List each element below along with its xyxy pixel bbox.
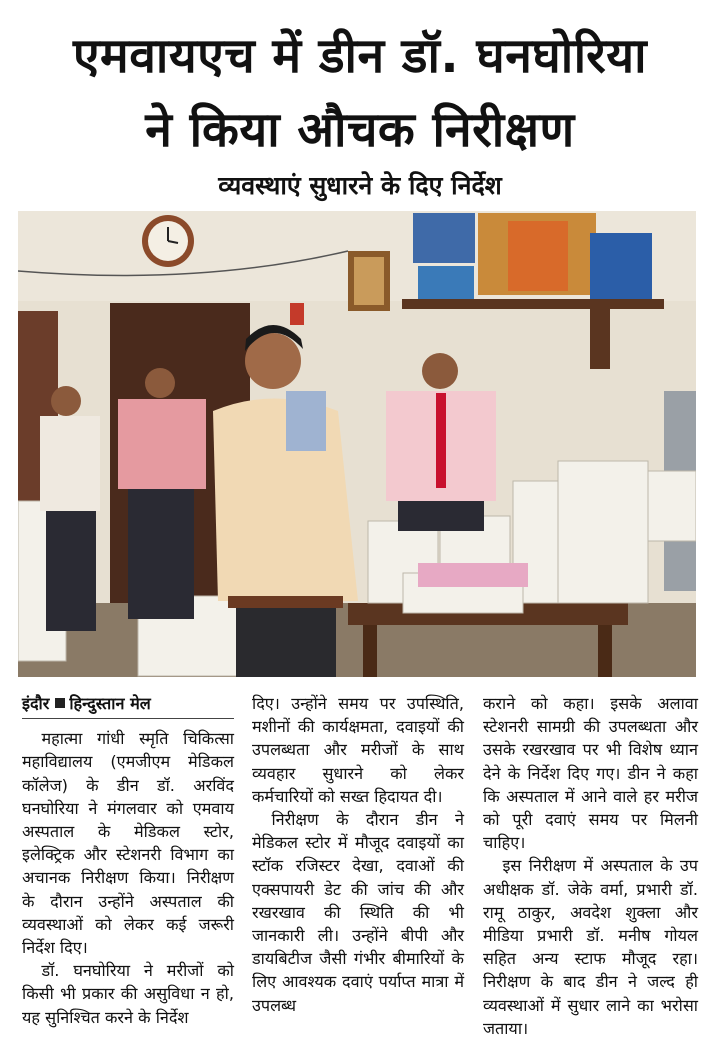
paragraph: डॉ. घनघोरिया ने मरीजों को किसी भी प्रकार की असुविधा न हो, यह सुनिश्चित करने के निर्देश (22, 961, 234, 1027)
headline-line-1: एमवायएच में डीन डॉ. घनघोरिया (72, 28, 648, 84)
byline-source: हिन्दुस्तान मेल (69, 694, 151, 713)
photo-illustration (18, 211, 696, 677)
byline (22, 692, 234, 719)
article-column-3 (483, 692, 698, 1040)
article-column-1 (22, 692, 234, 1029)
subheadline: व्यवस्थाएं सुधारने के दिए निर्देश (218, 171, 502, 200)
person-staff-2 (118, 368, 206, 619)
news-photo (18, 211, 696, 677)
headline-line-2: ने किया औचक निरीक्षण (145, 102, 575, 158)
paragraph: महात्मा गांधी स्मृति चिकित्सा महाविद्यालय (एमजीएम मेडिकल कॉलेज) के डीन डॉ. अरविंद घनघोरिया ने मंगलवार को एमवाय अस्पताल के मेडिकल स्टोर, इलेक्ट्रिक और स्टेशनरी विभाग का अचानक निरीक्षण किया। निरीक्षण के दौरान उन्होंने अस्पताल की व्यवस्थाओं को लेकर कई जरूरी निर्देश दिए। (22, 729, 234, 958)
paragraph: निरीक्षण के दौरान डीन ने मेडिकल स्टोर में मौजूद दवाइयों का स्टॉक रजिस्टर देखा, दवाओं की एक्सपायरी डेट की जांच की और रखरखाव की स्थिति की भी जानकारी ली। उन्होंने बीपी और डायबिटीज जैसी गंभीर बीमारियों के लिए आवश्यक दवाएं पर्याप्त मात्रा में उपलब्ध (252, 810, 464, 1015)
article-column-2 (252, 692, 464, 1017)
wall-shelf (402, 299, 664, 309)
paragraph: कराने को कहा। इसके अलावा स्टेशनरी सामग्री की उपलब्धता और उसके रखरखाव पर भी विशेष ध्यान देने के निर्देश दिए गए। डीन ने कहा कि अस्पताल में आने वाले हर मरीज को पूरी दवाएं समय पर मिलनी चाहिए। (483, 694, 698, 853)
square-bullet-icon (55, 698, 65, 708)
person-staff-1 (40, 386, 100, 631)
paragraph: इस निरीक्षण में अस्पताल के उप अधीक्षक डॉ. जेके वर्मा, प्रभारी डॉ. रामू ठाकुर, अवदेश शुक्ला और मीडिया प्रभारी डॉ. मनीष गोयल सहित अन्य स्टाफ मौजूद रहा। निरीक्षण के बाद डीन ने जल्द ही व्यवस्थाओं में सुधार लाने का भरोसा जताया। (483, 856, 698, 1038)
byline-place: इंदौर (22, 694, 50, 713)
paragraph: दिए। उन्होंने समय पर उपस्थिति, मशीनों की कार्यक्षमता, दवाइयों की उपलब्धता और मरीजों के साथ व्यवहार सुधारने को लेकर कर्मचारियों को सख्त हिदायत दी। (252, 694, 464, 806)
